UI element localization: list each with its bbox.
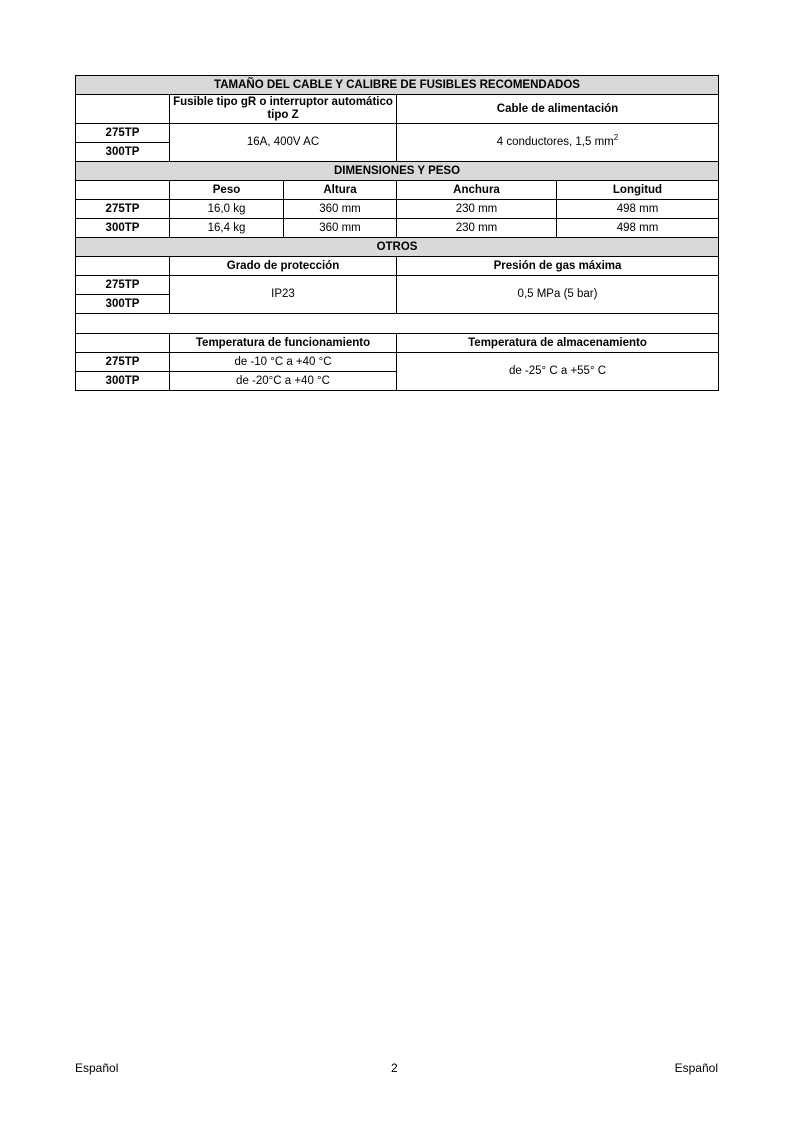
- length-value: 498 mm: [557, 200, 719, 219]
- operating-temp-value-275tp: de -10 °C a +40 °C: [170, 353, 397, 372]
- fuse-header: Fusible tipo gR o interruptor automático tipo Z: [170, 95, 397, 124]
- protection-value: IP23: [170, 276, 397, 314]
- footer-left-language: Español: [75, 1061, 119, 1075]
- model-275tp: 275TP: [76, 200, 170, 219]
- table-row: [76, 219, 719, 238]
- model-300tp: 300TP: [76, 372, 170, 391]
- height-value: 360 mm: [284, 200, 397, 219]
- weight-value: 16,0 kg: [170, 200, 284, 219]
- pressure-header: Presión de gas máxima: [397, 257, 719, 276]
- width-value: 230 mm: [397, 200, 557, 219]
- blank-separator-row: [76, 314, 719, 334]
- model-300tp: 300TP: [76, 219, 170, 238]
- empty-model-header: [76, 334, 170, 353]
- model-275tp: 275TP: [76, 124, 170, 143]
- height-header: Altura: [284, 181, 397, 200]
- cable-value: 4 conductores, 1,5 mm: [496, 136, 614, 148]
- cable-unit-superscript: 2: [613, 133, 619, 143]
- height-value: 360 mm: [284, 219, 397, 238]
- width-header: Anchura: [397, 181, 557, 200]
- others-section-title: OTROS: [76, 238, 719, 257]
- length-value: 498 mm: [557, 219, 719, 238]
- model-300tp: 300TP: [76, 295, 170, 314]
- fuse-value: 16A, 400V AC: [170, 124, 397, 162]
- length-header: Longitud: [557, 181, 719, 200]
- table-row: [76, 200, 719, 219]
- storage-temp-value: de -25° C a +55° C: [397, 353, 719, 391]
- empty-model-header: [76, 95, 170, 124]
- protection-header: Grado de protección: [170, 257, 397, 276]
- weight-header: Peso: [170, 181, 284, 200]
- specifications-table: [75, 75, 719, 391]
- empty-model-header: [76, 257, 170, 276]
- weight-value: 16,4 kg: [170, 219, 284, 238]
- empty-model-header: [76, 181, 170, 200]
- page-number: 2: [391, 1061, 398, 1075]
- storage-temp-header: Temperatura de almacenamiento: [397, 334, 719, 353]
- model-300tp: 300TP: [76, 143, 170, 162]
- operating-temp-header: Temperatura de funcionamiento: [170, 334, 397, 353]
- operating-temp-value-300tp: de -20°C a +40 °C: [170, 372, 397, 391]
- footer-right-language: Español: [674, 1061, 718, 1075]
- dimensions-section-title: DIMENSIONES Y PESO: [76, 162, 719, 181]
- pressure-value: 0,5 MPa (5 bar): [397, 276, 719, 314]
- model-275tp: 275TP: [76, 276, 170, 295]
- model-275tp: 275TP: [76, 353, 170, 372]
- cable-section-title: TAMAÑO DEL CABLE Y CALIBRE DE FUSIBLES RECOMENDADOS: [76, 76, 719, 95]
- cable-header: Cable de alimentación: [397, 95, 719, 124]
- width-value: 230 mm: [397, 219, 557, 238]
- cable-value-cell: [397, 124, 719, 162]
